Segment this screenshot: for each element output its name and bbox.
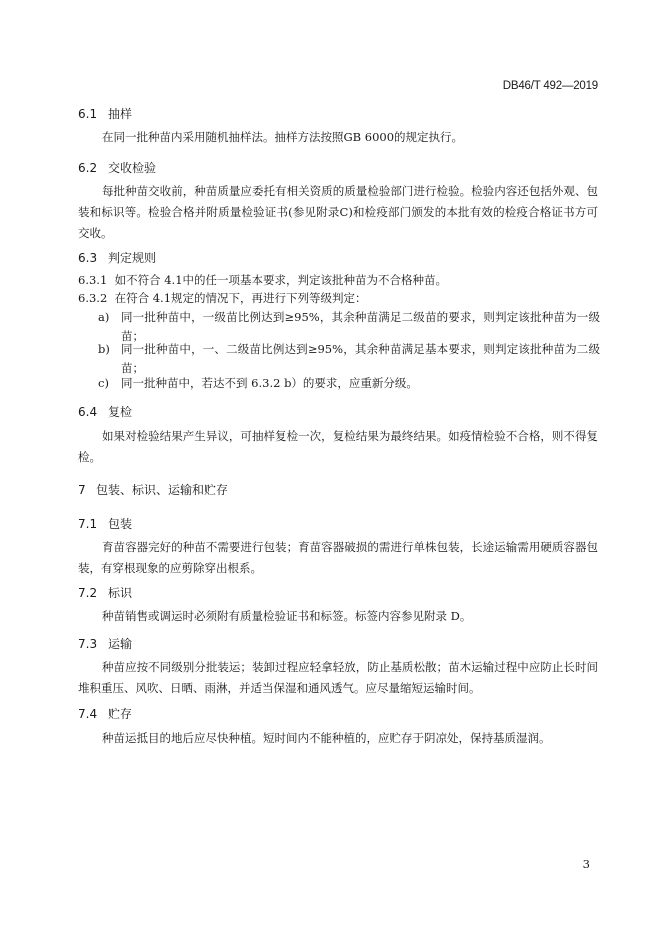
list-item-text: 同一批种苗中，一、二级苗比例达到≥95%，其余种苗满足基本要求，则判定该批种苗为二级苗；	[121, 342, 600, 375]
list-item	[98, 374, 600, 393]
section-number: 6.1	[78, 107, 98, 121]
heading-7-4	[78, 705, 132, 722]
section-title: 标识	[108, 586, 133, 600]
heading-6-1	[78, 105, 132, 122]
rule-6-3-1	[78, 272, 447, 288]
section-number: 6.4	[78, 405, 98, 419]
section-title: 包装	[108, 517, 133, 531]
rule-text: 如不符合 4.1中的任一项基本要求，判定该批种苗为不合格种苗。	[114, 273, 448, 287]
section-title: 抽样	[108, 107, 133, 121]
paragraph-packaging: 育苗容器完好的种苗不需要进行包装；育苗容器破损的需进行单株包装，长途运输需用硬质容器包装，有穿根现象的应剪除穿出根系。	[78, 540, 598, 575]
heading-7-1	[78, 515, 132, 532]
section-title: 复检	[108, 405, 133, 419]
heading-6-3	[78, 249, 156, 266]
page-number: 3	[582, 857, 590, 871]
rule-number: 6.3.2	[78, 291, 108, 305]
list-marker: a)	[98, 310, 110, 324]
list-marker: b)	[98, 342, 110, 356]
section-number: 7.3	[78, 637, 98, 651]
document-id: DB46/T 492—2019	[502, 80, 598, 92]
chapter-title: 包装、标识、运输和贮存	[96, 483, 229, 497]
heading-7-2	[78, 584, 132, 601]
paragraph-sampling: 在同一批种苗内采用随机抽样法。抽样方法按照GB 6000的规定执行。	[102, 130, 464, 144]
paragraph-reinspection: 如果对检验结果产生异议，可抽样复检一次，复检结果为最终结果。如疫情检验不合格，则不得复检。	[78, 429, 598, 464]
heading-7	[78, 481, 228, 498]
section-number: 6.3	[78, 251, 98, 265]
heading-6-4	[78, 403, 132, 420]
section-title: 贮存	[108, 707, 133, 721]
paragraph-storage: 种苗运抵目的地后应尽快种植。短时间内不能种植的，应贮存于阴凉处，保持基质湿润。	[102, 731, 551, 745]
section-number: 7.4	[78, 707, 98, 721]
heading-6-2	[78, 159, 156, 176]
paragraph-transport: 种苗应按不同级别分批装运；装卸过程应轻拿轻放，防止基质松散；苗木运输过程中应防止长时间堆积重压、风吹、日晒、雨淋，并适当保湿和通风透气。应尽量缩短运输时间。	[78, 660, 598, 695]
rule-6-3-2	[78, 290, 367, 306]
chapter-number: 7	[78, 483, 86, 497]
paragraph-acceptance-inspection: 每批种苗交收前，种苗质量应委托有相关资质的质量检验部门进行检验。检验内容还包括外观、包装和标识等。检验合格并附质量检验证书(参见附录C)和检疫部门颁发的本批有效的检疫合格证书方可交收。	[78, 184, 598, 240]
section-title: 运输	[108, 637, 133, 651]
rule-text: 在符合 4.1规定的情况下，再进行下列等级判定：	[114, 291, 367, 305]
section-title: 判定规则	[108, 251, 157, 265]
section-number: 7.1	[78, 517, 98, 531]
list-item	[98, 340, 600, 378]
heading-7-3	[78, 635, 132, 652]
list-item-text: 同一批种苗中，若达不到 6.3.2 b）的要求，应重新分级。	[121, 376, 418, 390]
list-item-text: 同一批种苗中，一级苗比例达到≥95%，其余种苗满足二级苗的要求，则判定该批种苗为一级苗；	[121, 310, 600, 343]
section-number: 6.2	[78, 161, 98, 175]
list-marker: c)	[98, 376, 109, 390]
section-title: 交收检验	[108, 161, 157, 175]
section-number: 7.2	[78, 586, 98, 600]
paragraph-labeling: 种苗销售或调运时必须附有质量检验证书和标签。标签内容参见附录 D。	[102, 609, 472, 623]
rule-number: 6.3.1	[78, 273, 108, 287]
